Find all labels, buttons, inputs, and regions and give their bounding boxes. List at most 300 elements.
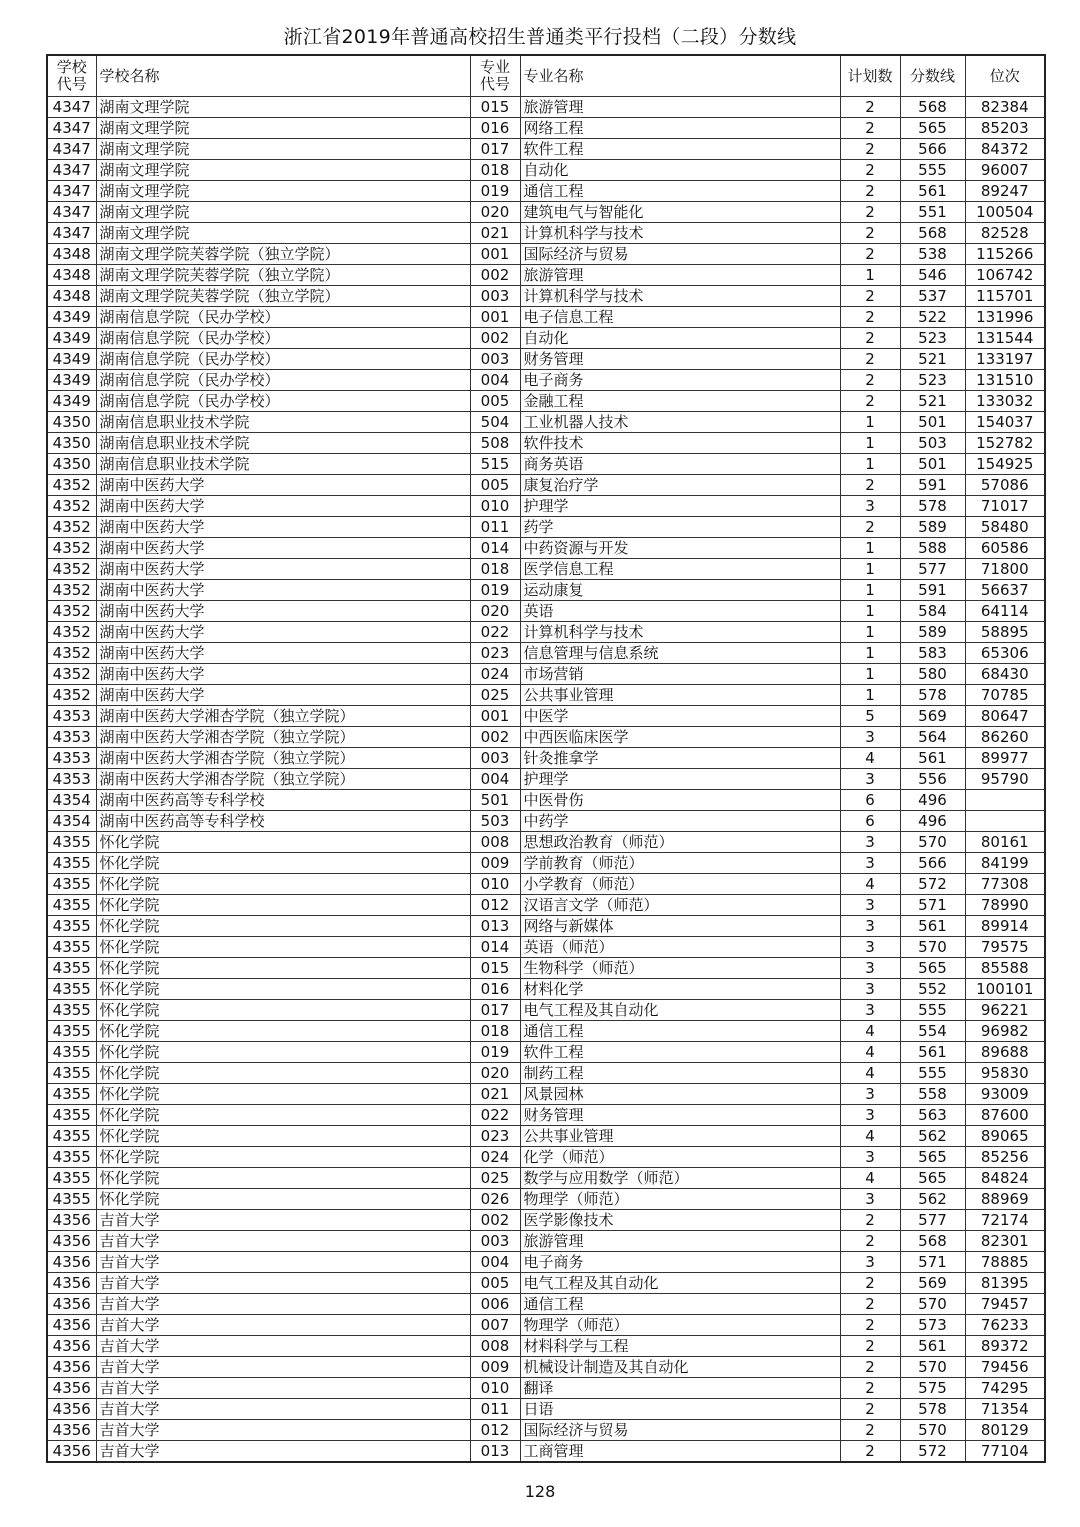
cell-rank: 79456 (965, 1357, 1045, 1378)
cell-score: 569 (900, 706, 965, 727)
cell-plan: 3 (840, 769, 900, 790)
cell-major-code: 005 (470, 391, 520, 412)
cell-score: 562 (900, 1126, 965, 1147)
cell-school-name: 怀化学院 (96, 958, 470, 979)
table-row (47, 874, 1045, 895)
header-school-code: 学校 代号 (47, 55, 96, 97)
cell-score: 561 (900, 916, 965, 937)
cell-rank: 154925 (965, 454, 1045, 475)
cell-score: 584 (900, 601, 965, 622)
cell-school-name: 怀化学院 (96, 1063, 470, 1084)
cell-rank: 56637 (965, 580, 1045, 601)
cell-major-name: 中西医临床医学 (520, 727, 840, 748)
cell-school-code: 4347 (47, 223, 96, 244)
table-row (47, 1210, 1045, 1231)
cell-school-name: 吉首大学 (96, 1420, 470, 1441)
cell-school-name: 湖南文理学院芙蓉学院（独立学院） (96, 286, 470, 307)
table-row (47, 727, 1045, 748)
table-row (47, 1084, 1045, 1105)
cell-major-code: 010 (470, 496, 520, 517)
cell-major-code: 001 (470, 307, 520, 328)
cell-major-name: 信息管理与信息系统 (520, 643, 840, 664)
cell-major-name: 工商管理 (520, 1441, 840, 1463)
table-row (47, 97, 1045, 118)
cell-plan: 2 (840, 517, 900, 538)
cell-major-code: 004 (470, 1252, 520, 1273)
cell-score: 496 (900, 811, 965, 832)
cell-major-code: 019 (470, 181, 520, 202)
cell-school-name: 湖南中医药大学湘杏学院（独立学院） (96, 748, 470, 769)
cell-major-name: 数学与应用数学（师范） (520, 1168, 840, 1189)
cell-major-code: 015 (470, 97, 520, 118)
cell-score: 570 (900, 937, 965, 958)
cell-score: 501 (900, 412, 965, 433)
cell-school-code: 4356 (47, 1231, 96, 1252)
cell-score: 561 (900, 1336, 965, 1357)
cell-major-name: 英语 (520, 601, 840, 622)
cell-plan: 2 (840, 307, 900, 328)
cell-score: 555 (900, 1063, 965, 1084)
cell-rank: 89247 (965, 181, 1045, 202)
cell-major-name: 财务管理 (520, 1105, 840, 1126)
cell-score: 577 (900, 1210, 965, 1231)
cell-school-name: 吉首大学 (96, 1315, 470, 1336)
cell-plan: 3 (840, 916, 900, 937)
cell-rank: 84199 (965, 853, 1045, 874)
cell-school-code: 4347 (47, 97, 96, 118)
cell-plan: 2 (840, 1378, 900, 1399)
header-plan: 计划数 (840, 55, 900, 97)
cell-plan: 1 (840, 643, 900, 664)
header-major-code: 专业 代号 (470, 55, 520, 97)
cell-score: 583 (900, 643, 965, 664)
cell-rank: 79575 (965, 937, 1045, 958)
cell-major-name: 软件技术 (520, 433, 840, 454)
cell-rank: 89914 (965, 916, 1045, 937)
cell-major-name: 公共事业管理 (520, 685, 840, 706)
table-row (47, 1357, 1045, 1378)
cell-rank: 89065 (965, 1126, 1045, 1147)
cell-major-name: 英语（师范） (520, 937, 840, 958)
cell-major-code: 021 (470, 223, 520, 244)
table-row (47, 1399, 1045, 1420)
table-row (47, 1189, 1045, 1210)
cell-rank: 133197 (965, 349, 1045, 370)
cell-school-name: 湖南中医药大学 (96, 664, 470, 685)
cell-school-name: 怀化学院 (96, 1084, 470, 1105)
cell-score: 565 (900, 1168, 965, 1189)
cell-rank: 115266 (965, 244, 1045, 265)
table-row (47, 832, 1045, 853)
cell-school-code: 4348 (47, 286, 96, 307)
cell-plan: 4 (840, 874, 900, 895)
cell-major-code: 017 (470, 139, 520, 160)
cell-rank: 87600 (965, 1105, 1045, 1126)
cell-plan: 1 (840, 601, 900, 622)
cell-school-code: 4352 (47, 601, 96, 622)
cell-school-code: 4352 (47, 538, 96, 559)
cell-major-name: 财务管理 (520, 349, 840, 370)
cell-school-name: 湖南中医药大学 (96, 496, 470, 517)
cell-plan: 4 (840, 1042, 900, 1063)
cell-score: 573 (900, 1315, 965, 1336)
cell-plan: 1 (840, 580, 900, 601)
cell-score: 571 (900, 1252, 965, 1273)
cell-school-code: 4352 (47, 475, 96, 496)
cell-school-name: 怀化学院 (96, 979, 470, 1000)
cell-score: 521 (900, 391, 965, 412)
header-rank: 位次 (965, 55, 1045, 97)
cell-major-name: 材料科学与工程 (520, 1336, 840, 1357)
cell-score: 570 (900, 832, 965, 853)
table-row (47, 1273, 1045, 1294)
cell-plan: 2 (840, 1315, 900, 1336)
cell-plan: 1 (840, 664, 900, 685)
cell-major-code: 025 (470, 1168, 520, 1189)
cell-plan: 2 (840, 475, 900, 496)
cell-major-name: 软件工程 (520, 139, 840, 160)
cell-major-name: 商务英语 (520, 454, 840, 475)
cell-major-code: 020 (470, 202, 520, 223)
cell-plan: 2 (840, 202, 900, 223)
cell-major-name: 旅游管理 (520, 1231, 840, 1252)
cell-rank: 86260 (965, 727, 1045, 748)
table-row (47, 139, 1045, 160)
cell-school-name: 吉首大学 (96, 1378, 470, 1399)
cell-major-code: 009 (470, 853, 520, 874)
cell-school-code: 4353 (47, 706, 96, 727)
cell-rank: 71354 (965, 1399, 1045, 1420)
cell-school-code: 4356 (47, 1273, 96, 1294)
cell-school-code: 4352 (47, 664, 96, 685)
cell-score: 551 (900, 202, 965, 223)
cell-major-code: 002 (470, 1210, 520, 1231)
cell-score: 591 (900, 475, 965, 496)
cell-major-code: 020 (470, 601, 520, 622)
cell-major-name: 自动化 (520, 160, 840, 181)
cell-school-code: 4355 (47, 1105, 96, 1126)
cell-score: 569 (900, 1273, 965, 1294)
cell-school-code: 4353 (47, 748, 96, 769)
table-row (47, 1378, 1045, 1399)
cell-major-name: 材料化学 (520, 979, 840, 1000)
cell-school-code: 4355 (47, 1021, 96, 1042)
cell-major-code: 508 (470, 433, 520, 454)
cell-school-code: 4353 (47, 769, 96, 790)
cell-major-name: 医学信息工程 (520, 559, 840, 580)
cell-score: 568 (900, 97, 965, 118)
cell-school-code: 4355 (47, 1000, 96, 1021)
cell-score: 577 (900, 559, 965, 580)
cell-plan: 3 (840, 1000, 900, 1021)
cell-major-name: 电子信息工程 (520, 307, 840, 328)
cell-plan: 2 (840, 1399, 900, 1420)
cell-major-name: 药学 (520, 517, 840, 538)
cell-school-code: 4352 (47, 622, 96, 643)
table-row (47, 1021, 1045, 1042)
cell-school-code: 4349 (47, 328, 96, 349)
cell-rank: 74295 (965, 1378, 1045, 1399)
cell-rank: 82384 (965, 97, 1045, 118)
cell-school-name: 湖南中医药大学 (96, 475, 470, 496)
cell-major-code: 011 (470, 1399, 520, 1420)
cell-school-code: 4355 (47, 853, 96, 874)
cell-school-code: 4349 (47, 391, 96, 412)
cell-school-code: 4355 (47, 958, 96, 979)
table-row (47, 160, 1045, 181)
cell-rank: 70785 (965, 685, 1045, 706)
cell-school-code: 4352 (47, 517, 96, 538)
cell-plan: 3 (840, 1105, 900, 1126)
cell-major-code: 002 (470, 328, 520, 349)
cell-plan: 2 (840, 1273, 900, 1294)
cell-major-name: 计算机科学与技术 (520, 223, 840, 244)
table-row (47, 1126, 1045, 1147)
cell-rank: 100504 (965, 202, 1045, 223)
cell-score: 578 (900, 685, 965, 706)
cell-major-name: 生物科学（师范） (520, 958, 840, 979)
cell-major-code: 012 (470, 895, 520, 916)
cell-plan: 2 (840, 286, 900, 307)
cell-school-code: 4347 (47, 118, 96, 139)
table-row (47, 643, 1045, 664)
table-row (47, 1063, 1045, 1084)
cell-major-name: 中医学 (520, 706, 840, 727)
cell-school-name: 怀化学院 (96, 1126, 470, 1147)
table-row (47, 580, 1045, 601)
cell-major-code: 006 (470, 1294, 520, 1315)
table-row (47, 1315, 1045, 1336)
cell-school-code: 4352 (47, 496, 96, 517)
cell-school-code: 4356 (47, 1399, 96, 1420)
cell-major-name: 市场营销 (520, 664, 840, 685)
cell-rank (965, 790, 1045, 811)
cell-school-name: 湖南信息学院（民办学校） (96, 307, 470, 328)
cell-major-code: 025 (470, 685, 520, 706)
cell-score: 578 (900, 496, 965, 517)
table-row (47, 496, 1045, 517)
cell-major-code: 020 (470, 1063, 520, 1084)
cell-school-name: 怀化学院 (96, 1189, 470, 1210)
cell-school-name: 湖南文理学院芙蓉学院（独立学院） (96, 265, 470, 286)
cell-rank: 96007 (965, 160, 1045, 181)
cell-major-code: 001 (470, 706, 520, 727)
cell-major-name: 网络工程 (520, 118, 840, 139)
cell-major-name: 康复治疗学 (520, 475, 840, 496)
cell-rank (965, 811, 1045, 832)
cell-major-name: 建筑电气与智能化 (520, 202, 840, 223)
cell-score: 561 (900, 748, 965, 769)
cell-school-code: 4350 (47, 433, 96, 454)
table-row (47, 748, 1045, 769)
cell-major-code: 008 (470, 1336, 520, 1357)
cell-major-name: 公共事业管理 (520, 1126, 840, 1147)
cell-score: 555 (900, 160, 965, 181)
cell-school-code: 4352 (47, 643, 96, 664)
table-body (47, 97, 1045, 1463)
cell-plan: 1 (840, 622, 900, 643)
cell-plan: 2 (840, 1336, 900, 1357)
cell-school-code: 4355 (47, 937, 96, 958)
cell-major-code: 023 (470, 643, 520, 664)
cell-rank: 78990 (965, 895, 1045, 916)
cell-school-name: 湖南信息学院（民办学校） (96, 370, 470, 391)
cell-major-code: 515 (470, 454, 520, 475)
cell-major-name: 中医骨伤 (520, 790, 840, 811)
cell-school-name: 湖南中医药大学湘杏学院（独立学院） (96, 769, 470, 790)
cell-school-name: 吉首大学 (96, 1231, 470, 1252)
cell-school-name: 湖南中医药大学湘杏学院（独立学院） (96, 706, 470, 727)
cell-rank: 89688 (965, 1042, 1045, 1063)
table-row (47, 370, 1045, 391)
cell-school-name: 湖南信息学院（民办学校） (96, 349, 470, 370)
cell-rank: 72174 (965, 1210, 1045, 1231)
table-row (47, 265, 1045, 286)
cell-plan: 3 (840, 727, 900, 748)
cell-score: 521 (900, 349, 965, 370)
table-row (47, 328, 1045, 349)
cell-plan: 3 (840, 895, 900, 916)
table-row (47, 958, 1045, 979)
cell-school-name: 湖南文理学院芙蓉学院（独立学院） (96, 244, 470, 265)
table-row (47, 685, 1045, 706)
cell-school-code: 4349 (47, 349, 96, 370)
cell-score: 571 (900, 895, 965, 916)
cell-major-name: 制药工程 (520, 1063, 840, 1084)
cell-school-name: 怀化学院 (96, 853, 470, 874)
cell-major-name: 日语 (520, 1399, 840, 1420)
cell-school-code: 4355 (47, 1147, 96, 1168)
cell-plan: 5 (840, 706, 900, 727)
cell-school-name: 湖南中医药高等专科学校 (96, 811, 470, 832)
cell-school-name: 湖南文理学院 (96, 160, 470, 181)
cell-plan: 4 (840, 1126, 900, 1147)
cell-major-code: 001 (470, 244, 520, 265)
cell-score: 588 (900, 538, 965, 559)
cell-rank: 131996 (965, 307, 1045, 328)
cell-school-name: 吉首大学 (96, 1399, 470, 1420)
cell-score: 566 (900, 853, 965, 874)
cell-major-code: 005 (470, 1273, 520, 1294)
cell-plan: 2 (840, 391, 900, 412)
cell-plan: 2 (840, 1357, 900, 1378)
table-row (47, 1441, 1045, 1463)
cell-score: 575 (900, 1378, 965, 1399)
cell-major-code: 022 (470, 622, 520, 643)
cell-plan: 2 (840, 1231, 900, 1252)
cell-rank: 80129 (965, 1420, 1045, 1441)
cell-plan: 1 (840, 685, 900, 706)
cell-plan: 4 (840, 1063, 900, 1084)
cell-major-code: 007 (470, 1315, 520, 1336)
cell-score: 503 (900, 433, 965, 454)
cell-school-name: 吉首大学 (96, 1441, 470, 1463)
cell-plan: 1 (840, 538, 900, 559)
table-row (47, 937, 1045, 958)
cell-major-code: 004 (470, 769, 520, 790)
cell-school-code: 4349 (47, 370, 96, 391)
cell-school-code: 4356 (47, 1315, 96, 1336)
cell-major-code: 012 (470, 1420, 520, 1441)
cell-major-code: 019 (470, 580, 520, 601)
cell-plan: 2 (840, 1210, 900, 1231)
table-row (47, 559, 1045, 580)
cell-school-code: 4348 (47, 265, 96, 286)
cell-school-name: 怀化学院 (96, 1000, 470, 1021)
cell-school-code: 4356 (47, 1294, 96, 1315)
table-row (47, 223, 1045, 244)
cell-school-code: 4355 (47, 1084, 96, 1105)
cell-school-name: 湖南文理学院 (96, 223, 470, 244)
cell-school-name: 吉首大学 (96, 1336, 470, 1357)
cell-rank: 96221 (965, 1000, 1045, 1021)
cell-major-name: 旅游管理 (520, 265, 840, 286)
cell-school-code: 4348 (47, 244, 96, 265)
cell-major-name: 电子商务 (520, 1252, 840, 1273)
cell-major-name: 旅游管理 (520, 97, 840, 118)
cell-school-code: 4355 (47, 874, 96, 895)
cell-major-code: 003 (470, 1231, 520, 1252)
cell-major-name: 通信工程 (520, 1294, 840, 1315)
cell-plan: 1 (840, 454, 900, 475)
cell-school-code: 4356 (47, 1441, 96, 1463)
cell-major-code: 022 (470, 1105, 520, 1126)
cell-school-code: 4355 (47, 1126, 96, 1147)
page-number: 128 (524, 1482, 556, 1501)
cell-school-name: 怀化学院 (96, 1147, 470, 1168)
cell-school-code: 4347 (47, 139, 96, 160)
cell-plan: 1 (840, 412, 900, 433)
cell-school-name: 怀化学院 (96, 1021, 470, 1042)
cell-school-code: 4347 (47, 181, 96, 202)
cell-rank: 84372 (965, 139, 1045, 160)
cell-major-name: 风景园林 (520, 1084, 840, 1105)
cell-major-code: 002 (470, 265, 520, 286)
cell-plan: 2 (840, 1294, 900, 1315)
cell-plan: 2 (840, 118, 900, 139)
cell-rank: 80161 (965, 832, 1045, 853)
cell-rank: 154037 (965, 412, 1045, 433)
cell-major-name: 汉语言文学（师范） (520, 895, 840, 916)
cell-score: 558 (900, 1084, 965, 1105)
cell-school-name: 湖南信息职业技术学院 (96, 454, 470, 475)
cell-major-name: 软件工程 (520, 1042, 840, 1063)
cell-school-code: 4356 (47, 1252, 96, 1273)
table-row (47, 790, 1045, 811)
table-row (47, 1336, 1045, 1357)
cell-score: 556 (900, 769, 965, 790)
cell-school-code: 4352 (47, 559, 96, 580)
cell-major-code: 018 (470, 160, 520, 181)
cell-rank: 95830 (965, 1063, 1045, 1084)
cell-major-name: 物理学（师范） (520, 1189, 840, 1210)
cell-score: 568 (900, 1231, 965, 1252)
cell-major-code: 023 (470, 1126, 520, 1147)
cell-rank: 131510 (965, 370, 1045, 391)
table-row (47, 181, 1045, 202)
score-table (46, 54, 1046, 1463)
cell-school-name: 湖南文理学院 (96, 139, 470, 160)
cell-school-code: 4347 (47, 202, 96, 223)
cell-major-name: 电气工程及其自动化 (520, 1273, 840, 1294)
cell-rank: 76233 (965, 1315, 1045, 1336)
cell-plan: 4 (840, 748, 900, 769)
header-major-name: 专业名称 (520, 55, 840, 97)
cell-school-code: 4347 (47, 160, 96, 181)
cell-plan: 6 (840, 790, 900, 811)
table-header (47, 55, 1045, 97)
cell-rank: 77308 (965, 874, 1045, 895)
